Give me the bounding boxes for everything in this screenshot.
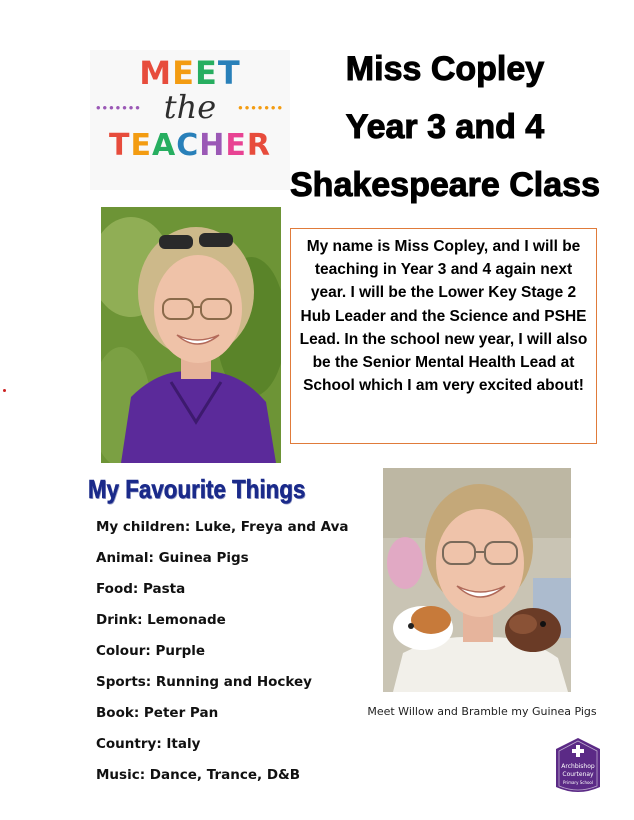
- favourite-item-drink: Drink: Lemonade: [96, 612, 226, 628]
- meet-the-teacher-logo: [90, 50, 290, 190]
- guinea-pigs-caption: Meet Willow and Bramble my Guinea Pigs: [367, 705, 597, 718]
- school-crest-shape: [553, 737, 603, 797]
- crest-line3: Primary School: [562, 780, 594, 785]
- favourite-item-animal: Animal: Guinea Pigs: [96, 550, 249, 566]
- logo-meet-text: MEET: [139, 54, 241, 92]
- logo-dots-left: •••••••: [96, 100, 142, 115]
- bio-text: My name is Miss Copley, and I will be teaching in Year 3 and 4 again next year. I will be the Lower Key Stage 2 Hub Leader and the Science and PSHE Lead. In the school new year, I will also be the Senior Mental Health Lead at School which I am very excited about!: [299, 238, 588, 395]
- title-line-year: Year 3 and 4: [345, 108, 545, 146]
- logo-the-text: the: [163, 88, 217, 126]
- crest-line2: Courtenay: [562, 771, 594, 778]
- bio-box: [290, 228, 597, 444]
- favourite-item-children: My children: Luke, Freya and Ava: [96, 519, 349, 535]
- title-line-class: Shakespeare Class: [290, 166, 600, 204]
- crest-line1: Archbishop: [561, 763, 595, 770]
- favourite-item-colour: Colour: Purple: [96, 643, 206, 659]
- guinea-pigs-photo-illustration: [383, 468, 571, 692]
- favourite-item-sports: Sports: Running and Hockey: [96, 674, 312, 690]
- favourite-item-food: Food: Pasta: [96, 581, 186, 597]
- favourite-item-book: Book: Peter Pan: [96, 705, 219, 721]
- logo-teacher-text: TEACHER: [109, 128, 271, 163]
- title-line-name: Miss Copley: [345, 50, 545, 88]
- favourite-things-list: [96, 514, 349, 793]
- favourite-item-music: Music: Dance, Trance, D&B: [96, 767, 301, 783]
- favourite-item-country: Country: Italy: [96, 736, 201, 752]
- teacher-photo-illustration: [101, 207, 281, 463]
- school-crest: [553, 737, 603, 797]
- guinea-pigs-photo: [383, 468, 571, 692]
- logo-dots-right: •••••••: [238, 100, 284, 115]
- teacher-photo: [101, 207, 281, 463]
- page-title: [270, 40, 620, 214]
- red-dot-mark: [3, 389, 6, 392]
- favourite-things-heading: My Favourite Things: [88, 474, 306, 504]
